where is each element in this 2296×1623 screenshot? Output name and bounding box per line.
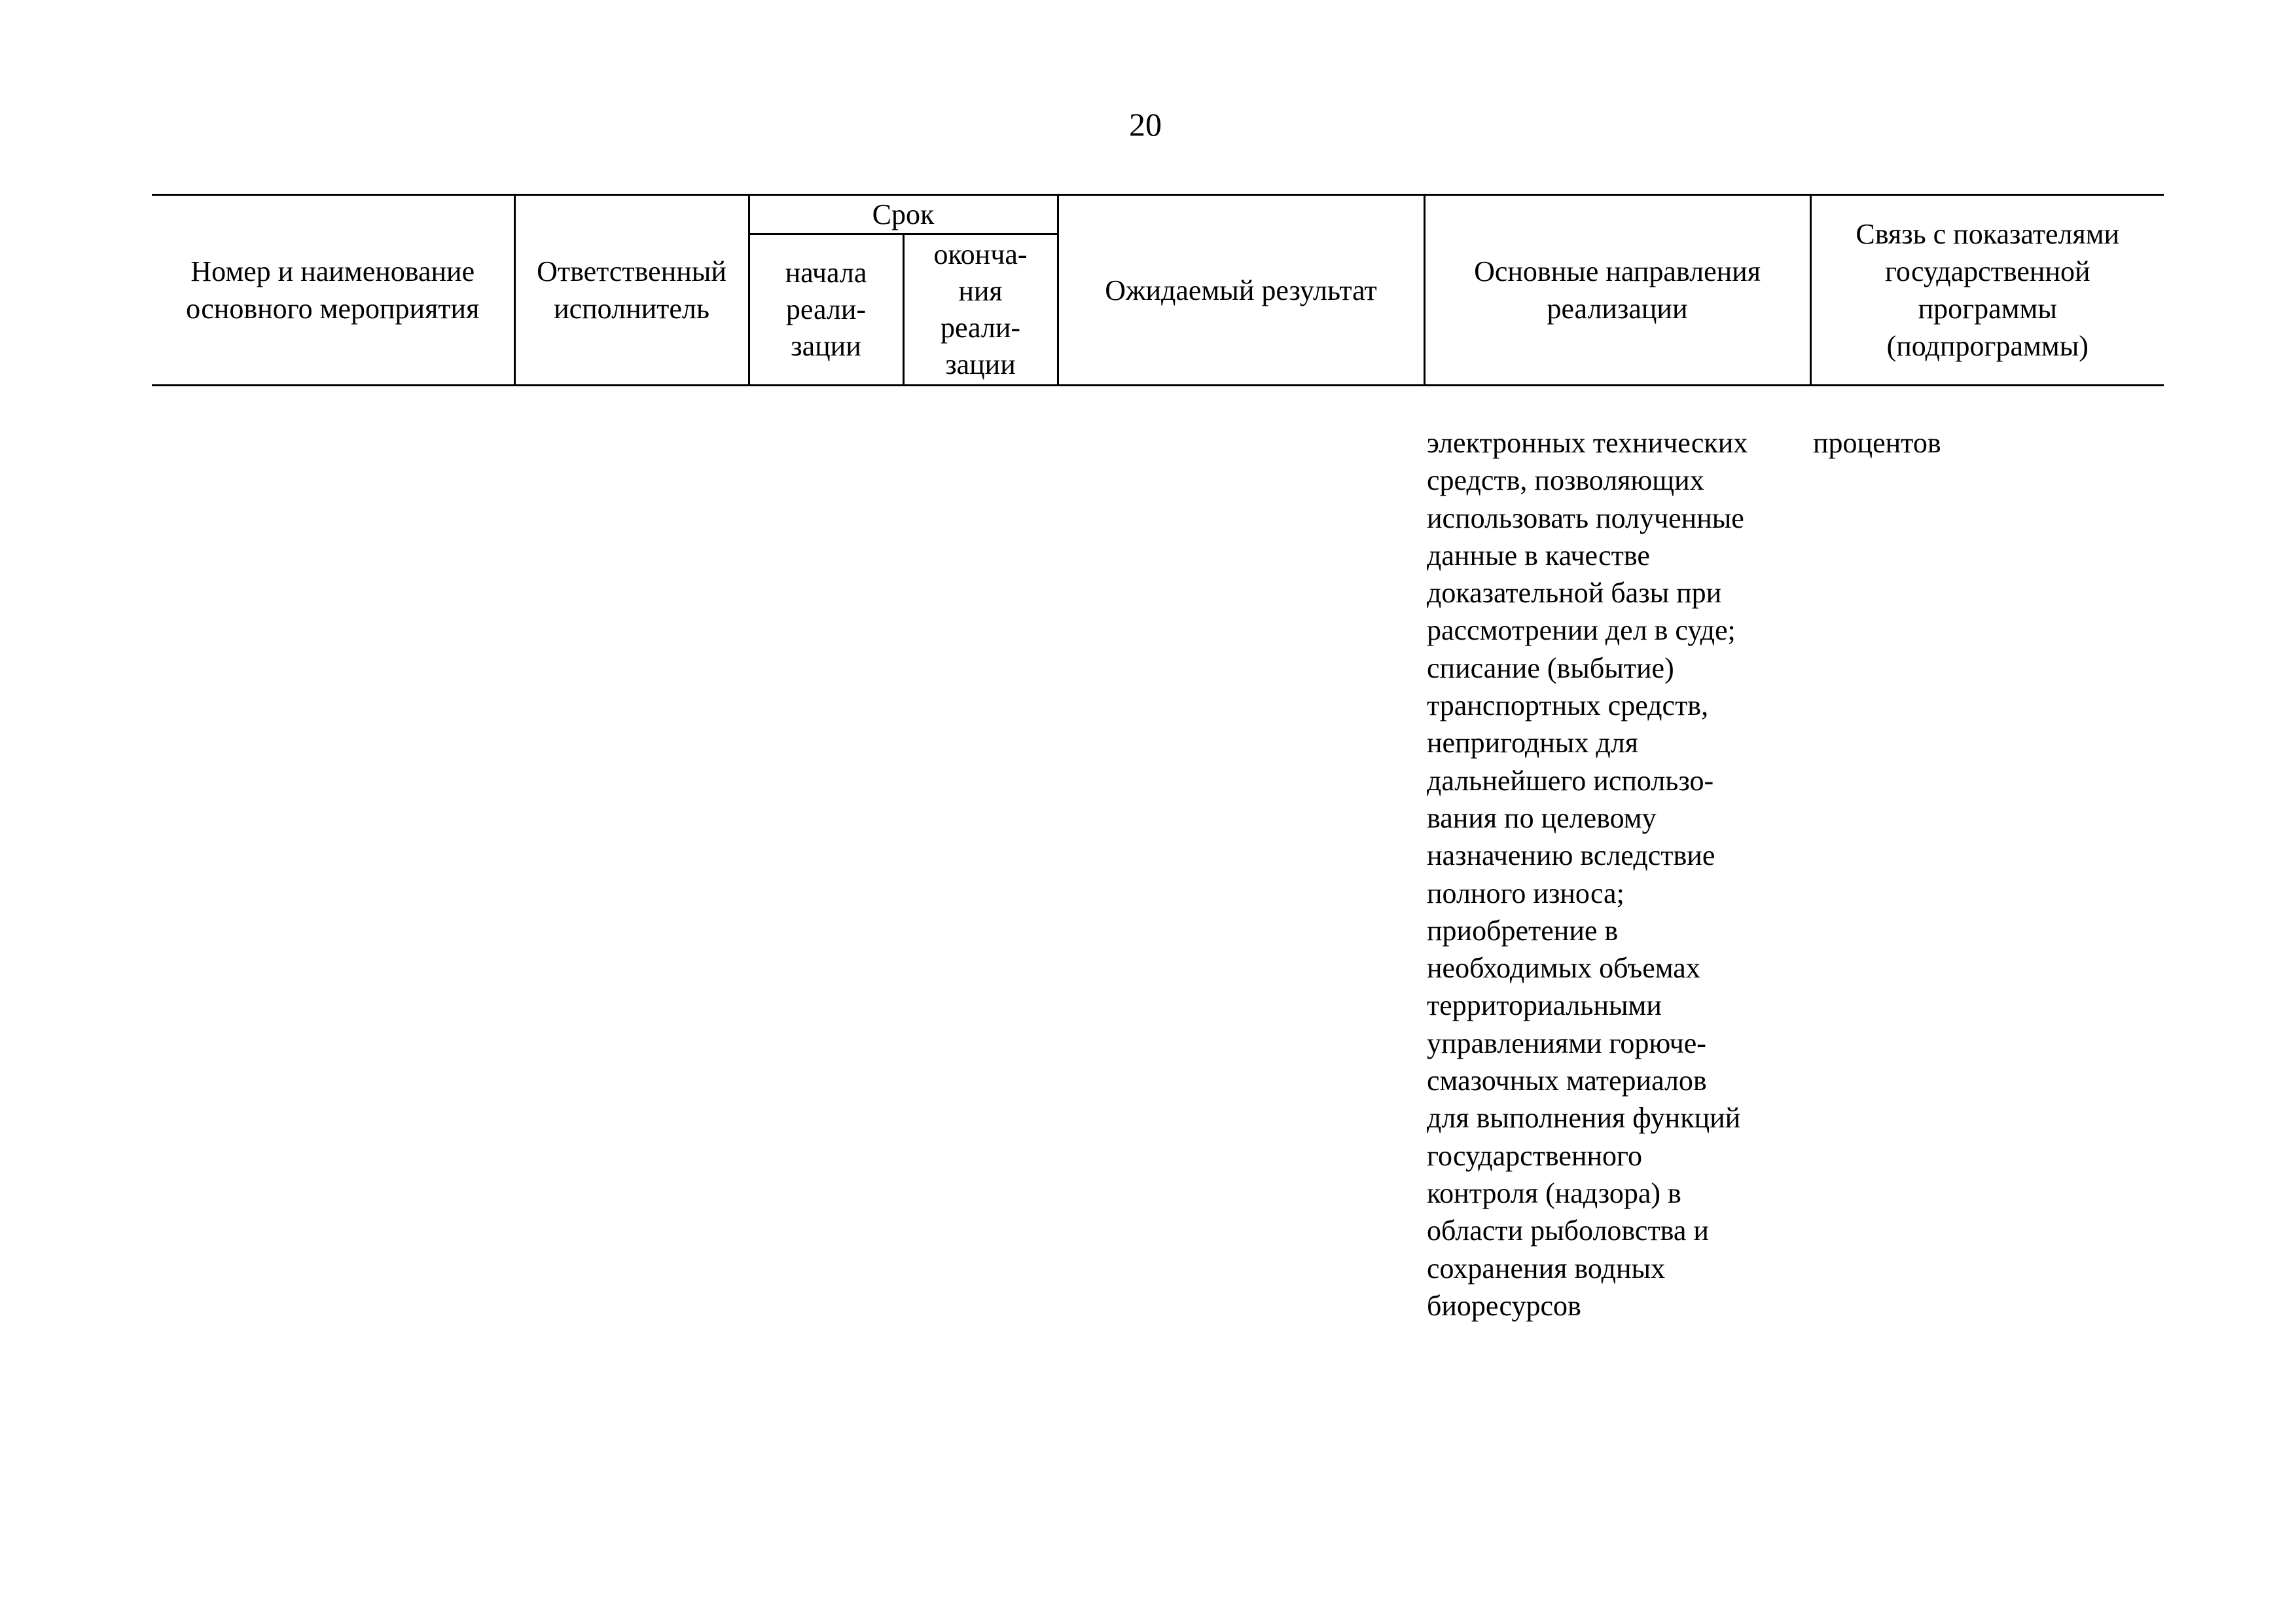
page-number: 20 [1129,106,1162,143]
main-directions-line: назначению вследствие [1427,839,1715,872]
main-directions-line: рассмотрении дел в суде; [1427,614,1736,647]
main-directions-line: биоресурсов [1427,1289,1581,1322]
main-directions-line: смазочных материалов [1427,1065,1707,1097]
main-directions-line: области рыболовства и [1427,1214,1709,1247]
header-term-end: оконча- ния реали- зации [903,234,1058,386]
header-term-start: начала реали- зации [749,234,903,386]
main-directions-line: территориальными [1427,989,1662,1022]
header-term: Срок [749,195,1058,234]
main-directions-line: контроля (надзора) в [1427,1176,1681,1209]
header-link-indicators: Связь с показателями государственной программы (подпрограммы) [1810,195,2164,386]
main-directions-line: для выполнения функций [1427,1102,1741,1135]
main-directions-line: данные в качестве [1427,539,1650,572]
main-directions-line: полного износа; [1427,877,1624,909]
main-directions-line: вания по целевому [1427,801,1657,834]
main-directions-line: государственного [1427,1139,1642,1172]
main-directions-line: доказательной базы при [1427,577,1722,610]
header-number-name: Номер и наименование основного мероприятия [152,195,514,386]
main-directions-line: транспортных средств, [1427,689,1709,722]
link-indicators-text: процентов [1813,427,1941,459]
main-directions-line: приобретение в [1427,914,1619,947]
table-header [152,194,2164,386]
header-responsible: Ответственный исполнитель [514,195,749,386]
header-main-directions: Основные направления реализации [1424,195,1810,386]
main-directions-line: сохранения водных [1427,1252,1666,1285]
main-directions-line: дальнейшего использо- [1427,764,1714,797]
main-directions-line: необходимых объемах [1427,952,1700,985]
header-expected-result: Ожидаемый результат [1058,195,1424,386]
main-directions-line: средств, позволяющих [1427,464,1704,497]
main-directions-text [1427,424,1748,1324]
main-directions-line: списание (выбытие) [1427,651,1674,684]
main-directions-line: управлениями горюче- [1427,1027,1706,1059]
main-directions-line: использовать полученные [1427,501,1744,534]
main-directions-line: непригодных для [1427,727,1638,759]
main-directions-line: электронных технических [1427,427,1748,459]
